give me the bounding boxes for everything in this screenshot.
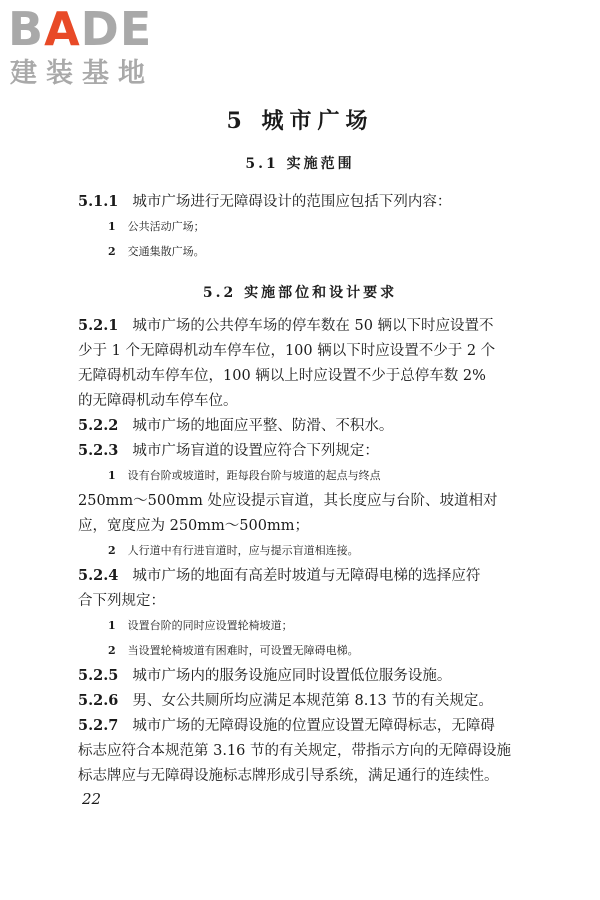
clause-continuation: 无障碍机动车停车位，100 辆以上时应设置不少于总停车数 2% (78, 368, 486, 384)
page-number: 22 (82, 790, 102, 808)
section-title: 5.1 实施范围 (245, 156, 355, 172)
list-item: 1 公共活动广场； (108, 220, 205, 233)
section-title: 5.2 实施部位和设计要求 (202, 285, 398, 301)
logo-wordmark: BADE (8, 2, 153, 56)
clause-text: 城市广场进行无障碍设计的范围应包括下列内容： (132, 194, 452, 210)
clause-5-2-7: 5.2.7 城市广场的无障碍设施的位置应设置无障碍标志，无障碍 (78, 717, 495, 734)
clause-number: 5.1.1 (78, 193, 119, 210)
clause-continuation: 的无障碍机动车停车位。 (78, 393, 238, 409)
clause-number: 5.2.6 (78, 692, 119, 709)
clause-continuation: 标志牌应与无障碍设施标志牌形成引导系统，满足通行的连续性。 (78, 768, 499, 784)
list-item: 2 当设置轮椅坡道有困难时，可设置无障碍电梯。 (108, 644, 359, 657)
list-item: 1 设置台阶的同时应设置轮椅坡道； (108, 619, 293, 632)
clause-number: 5.2.4 (78, 567, 119, 584)
list-item: 2 人行道中有行进盲道时，应与提示盲道相连接。 (108, 544, 359, 557)
clause-number: 5.2.1 (78, 317, 119, 334)
list-item: 1 设有台阶或坡道时，距每段台阶与坡道的起点与终点 (108, 469, 381, 482)
clause-continuation: 标志应符合本规范第 3.16 节的有关规定，带指示方向的无障碍设施 (78, 743, 512, 759)
clause-5-1-1 (78, 192, 518, 212)
clause-continuation: 合下列规定： (78, 593, 165, 609)
clause-continuation: 少于 1 个无障碍机动车停车位，100 辆以下时应设置不少于 2 个 (78, 343, 496, 359)
clause-5-2-4: 5.2.4 城市广场的地面有高差时坡道与无障碍电梯的选择应符 (78, 567, 481, 584)
clause-5-2-3: 5.2.3 城市广场盲道的设置应符合下列规定： (78, 442, 379, 459)
bade-logo (8, 2, 180, 94)
clause-continuation: 应，宽度应为 250mm～500mm； (78, 518, 309, 534)
clause-5-2-5: 5.2.5 城市广场内的服务设施应同时设置低位服务设施。 (78, 667, 452, 684)
clause-number: 5.2.7 (78, 717, 119, 734)
clause-5-2-1: 5.2.1 城市广场的公共停车场的停车数在 50 辆以下时应设置不 (78, 317, 494, 334)
clause-continuation: 250mm～500mm 处应设提示盲道，其长度应与台阶、坡道相对 (78, 493, 498, 509)
chapter-title: 5 城市广场 (226, 108, 374, 134)
clause-5-2-6: 5.2.6 男、女公共厕所均应满足本规范第 8.13 节的有关规定。 (78, 692, 493, 709)
clause-number: 5.2.3 (78, 442, 119, 459)
logo-subtitle: 建装基地 (10, 58, 154, 89)
clause-number: 5.2.2 (78, 417, 119, 434)
list-item: 2 交通集散广场。 (108, 245, 205, 258)
clause-number: 5.2.5 (78, 667, 119, 684)
clause-5-2-2: 5.2.2 城市广场的地面应平整、防滑、不积水。 (78, 417, 394, 434)
